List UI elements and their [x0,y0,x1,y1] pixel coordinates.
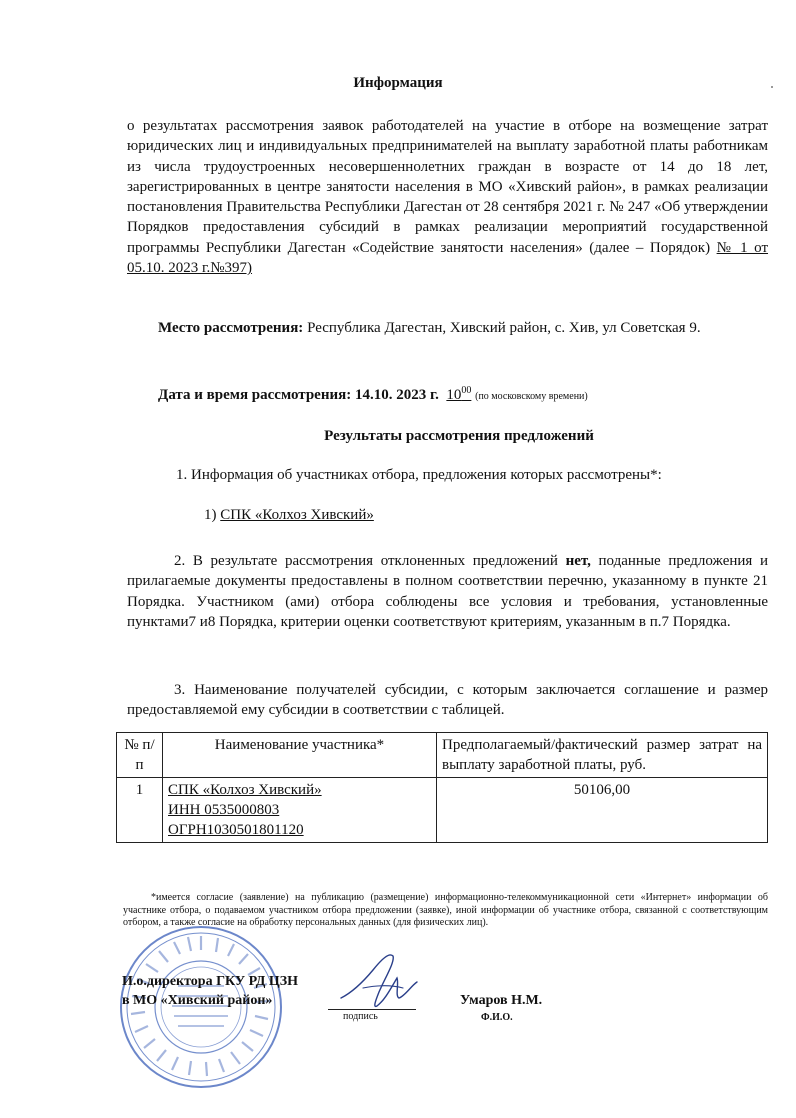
results-title: Результаты рассмотрения предложений [324,428,594,444]
row-participant [163,778,437,843]
participant-number: 1) [204,507,217,523]
p2-text-2: поданные предложения и прилагаемые документы предоставлены в полном соответствии перечню, указанному в пункте 21 Порядка. Участником (ами) отбора соблюдены все условия и требования, установленные пунктами7 и8 Порядка, критерии оценки соответствуют критериям, указанным в п.7 Порядка. [127,553,768,630]
subsidy-table [116,732,768,843]
table-header-row [117,733,768,778]
review-time [446,387,471,403]
fio-caption: Ф.И.О. [481,1012,513,1023]
signer-title-line-1: И.о.директора ГКУ РД ЦЗН [122,974,298,989]
signature-line [328,1009,416,1010]
row-name: СПК «Колхоз Хивский» [168,782,322,798]
row-inn: ИНН 0535000803 [168,802,280,818]
row-amount: 50106,00 [437,778,768,843]
participant-name: СПК «Колхоз Хивский» [220,507,374,523]
place-label: Место рассмотрения: [158,320,304,336]
row-ogrn: ОГРН1030501801120 [168,822,304,838]
rejected-paragraph [127,551,768,632]
intro-order-ref: № 1 от 05.10. 2023 г.№397) [127,239,769,277]
signature-caption: подпись [343,1011,378,1022]
time-note: (по московскому времени) [475,391,588,402]
datetime-label: Дата и время рассмотрения: [158,387,352,403]
signer-position [122,972,298,1010]
participant-item [204,507,374,524]
review-place [158,318,768,338]
row-number: 1 [117,778,163,843]
intro-text: о результатах рассмотрения заявок работодателей на участие в отборе на возмещение затрат юридических лиц и индивидуальных предпринимателей на выплату заработной платы работникам из числа трудоустроенных несовершеннолетних граждан в возрасте от 14 до 18 лет, зарегистрированных в центре занятости населения в МО «Хивский район», в рамках реализации постановления Правительства Республики Дагестан от 28 сентября 2021 г. № 247 «Об утверждении Порядков предоставления субсидий в рамках реализации мероприятий государственной программы Республики Дагестан «Содействие занятости населения» (далее – Порядок) [127,118,768,256]
recipients-paragraph: 3. Наименование получателей субсидии, с которым заключается соглашение и размер предоставляемой ему субсидии в соответствии с таблицей. [127,682,768,719]
signer-name: Умаров Н.М. [460,993,543,1008]
place-value: Республика Дагестан, Хивский район, с. Хив, ул Советская 9. [307,320,701,336]
scan-dot [771,86,773,88]
handwritten-signature [333,948,423,1018]
document-title: Информация [353,75,443,91]
signer-title-line-2: в МО «Хивский район» [122,993,273,1008]
review-date: 14.10. 2023 г. [355,387,439,403]
header-number: № п/п [117,733,163,778]
intro-paragraph [127,116,768,278]
p2-bold: нет, [565,553,591,569]
header-participant: Наименование участника* [163,733,437,778]
review-datetime [158,385,588,404]
participants-info: 1. Информация об участниках отбора, предложения которых рассмотрены*: [176,467,662,483]
time-hours: 10 [446,387,462,403]
time-minutes: 00 [461,385,472,396]
footnote: *имеется согласие (заявление) на публикацию (размещение) информационно-телекоммуникационной сети «Интернет» информации об участнике отбора, о подаваемом участником отбора предложении (заявке), иной информации об участнике отбора, связанной с соответствующим отбором, а также согласие на обработку персональных данных (для физических лиц). [123,892,768,928]
header-amount: Предполагаемый/фактический размер затрат на выплату заработной платы, руб. [437,733,768,778]
p2-text-1: 2. В результате рассмотрения отклоненных предложений [174,553,558,569]
table-row [117,778,768,843]
